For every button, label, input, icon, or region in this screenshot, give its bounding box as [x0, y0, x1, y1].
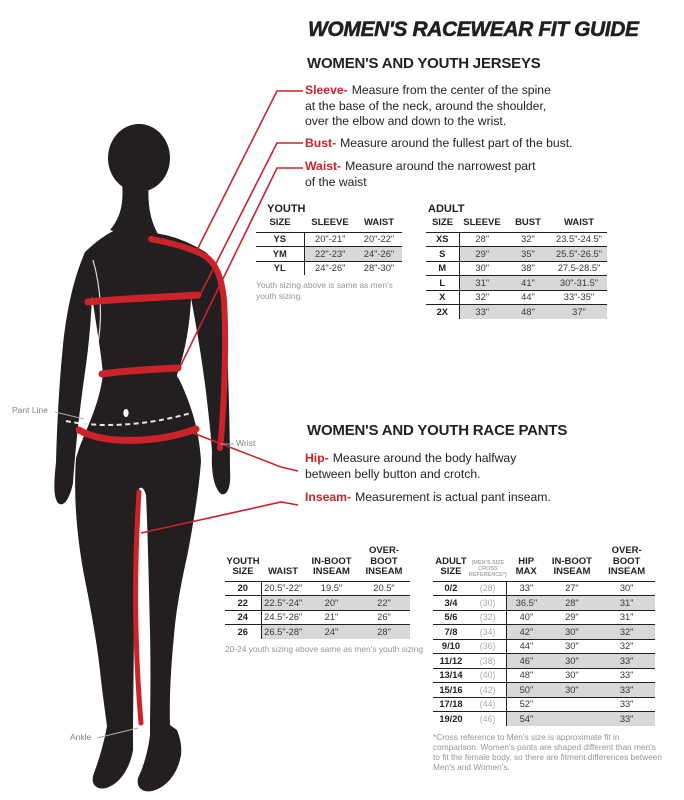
table-cell: (34)	[469, 625, 507, 640]
sleeve-text: Measure from the center of the spine at the base of the neck, around the shoulder, over the elbow and down to the wrist.	[305, 83, 551, 128]
column-header: IN-BOOT INSEAM	[551, 555, 592, 577]
table-cell: 30"	[546, 683, 599, 698]
table-cell: 20.5"-22"	[261, 581, 305, 596]
adult-jersey-section	[426, 203, 611, 319]
table-cell: 44"	[507, 639, 546, 654]
waist-label: Waist-	[305, 159, 342, 173]
table-cell: 22	[225, 596, 261, 611]
table-cell: 35"	[505, 247, 551, 262]
table-row	[426, 247, 607, 262]
pants-footnote: *Cross reference to Men's size is approximate fit in comparison. Women's pants are shaped different than men's to fit the female body, so there are fitment differences between Men's and Women's.	[433, 731, 662, 772]
table-row	[426, 290, 607, 305]
adult-jersey-table	[426, 218, 607, 319]
table-cell: 26"	[358, 610, 410, 625]
table-cell: 32"	[505, 232, 551, 247]
column-header: SLEEVE	[463, 217, 501, 228]
table-cell: 33"	[598, 683, 655, 698]
column-header: WAIST	[563, 217, 595, 228]
table-row	[433, 639, 655, 654]
table-cell: 33"-35"	[551, 290, 607, 305]
table-row	[426, 232, 607, 247]
page-title: WOMEN'S RACEWEAR FIT GUIDE	[308, 18, 639, 41]
inseam-label: Inseam-	[305, 490, 352, 504]
table-cell: 32"	[459, 290, 505, 305]
table-cell: 33"	[459, 305, 505, 319]
table-cell: S	[426, 247, 459, 262]
table-cell: 48"	[507, 668, 546, 683]
table-cell: 30"	[546, 668, 599, 683]
table-cell: 31"	[459, 276, 505, 291]
table-cell: 30"	[598, 581, 655, 596]
table-cell: (28)	[469, 581, 507, 596]
table-cell: 42"	[507, 625, 546, 640]
table-cell: 3/4	[433, 596, 469, 611]
column-header: (MEN'S SIZE CROSS REFERENCE*)	[468, 559, 507, 578]
table-cell: 40"	[507, 610, 546, 625]
youth-jersey-section	[256, 203, 406, 301]
table-cell	[546, 712, 599, 726]
table-row	[426, 305, 607, 319]
table-cell: 30"	[546, 654, 599, 669]
table-cell: 30"	[459, 261, 505, 276]
youth-pants	[225, 546, 415, 639]
column-header: OVER-BOOT INSEAM	[608, 545, 646, 577]
table-cell: 29"	[459, 247, 505, 262]
pants-heading: WOMEN'S AND YOUTH RACE PANTS	[307, 422, 568, 439]
table-cell: 20"-21"	[304, 232, 356, 247]
youth-pants-table	[225, 546, 410, 639]
table-cell: 24"	[305, 625, 358, 639]
table-cell: 36.5"	[507, 596, 546, 611]
table-cell: 15/16	[433, 683, 469, 698]
table-cell: 19.5"	[305, 581, 358, 596]
table-cell: YS	[256, 232, 304, 247]
table-cell: 52"	[507, 697, 546, 712]
table-row	[256, 247, 402, 262]
column-header: SLEEVE	[311, 217, 349, 228]
table-cell: 33"	[598, 697, 655, 712]
table-cell: 5/6	[433, 610, 469, 625]
table-row	[225, 581, 410, 596]
adult-jersey	[426, 218, 611, 319]
column-header: YOUTH SIZE	[226, 555, 260, 577]
table-cell: 44"	[505, 290, 551, 305]
table-row	[225, 596, 410, 611]
adult-jersey-table-label: ADULT	[428, 203, 465, 215]
inseam-instruction	[305, 490, 551, 506]
pant-line-label: Pant Line	[12, 405, 48, 415]
table-cell: YM	[256, 247, 304, 262]
table-cell: 28"-30"	[356, 261, 402, 275]
jerseys-heading: WOMEN'S AND YOUTH JERSEYS	[307, 55, 541, 72]
wrist-label: Wrist	[236, 438, 256, 448]
column-header: OVER-BOOT INSEAM	[365, 545, 403, 577]
table-cell: (46)	[469, 712, 507, 726]
table-cell: M	[426, 261, 459, 276]
table-row	[433, 625, 655, 640]
table-row	[433, 654, 655, 669]
youth-pants-section	[225, 545, 424, 654]
silhouette-body	[54, 228, 230, 791]
table-cell: 30"	[546, 625, 599, 640]
waist-text: Measure around the narrowest part of the waist	[305, 159, 536, 189]
table-cell: 17/18	[433, 697, 469, 712]
table-cell: 33"	[598, 712, 655, 726]
column-header: HIP MAX	[515, 555, 537, 577]
table-row	[225, 625, 410, 639]
column-header: ADULT SIZE	[435, 555, 467, 577]
table-cell: (44)	[469, 697, 507, 712]
table-cell: 19/20	[433, 712, 469, 726]
table-cell: 27.5-28.5"	[551, 261, 607, 276]
table-row	[433, 712, 655, 726]
table-row	[433, 581, 655, 596]
ankle-label: Ankle	[70, 732, 92, 742]
table-cell: X	[426, 290, 459, 305]
table-row	[225, 610, 410, 625]
youth-jersey-table	[256, 218, 402, 275]
table-cell: 33"	[598, 654, 655, 669]
table-cell: 24.5"-26"	[261, 610, 305, 625]
adult-pants-table	[433, 546, 655, 726]
table-cell: 33"	[598, 668, 655, 683]
table-cell: 38"	[505, 261, 551, 276]
table-cell: 37"	[551, 305, 607, 319]
table-cell: 2X	[426, 305, 459, 319]
table-row	[256, 232, 402, 247]
sleeve-label: Sleeve-	[305, 83, 348, 97]
table-cell: 0/2	[433, 581, 469, 596]
table-cell: 20	[225, 581, 261, 596]
table-cell: YL	[256, 261, 304, 275]
hip-text: Measure around the body halfway between belly button and crotch.	[305, 451, 517, 481]
column-header: IN-BOOT INSEAM	[311, 555, 352, 577]
table-cell: (38)	[469, 654, 507, 669]
table-cell: 30"	[546, 639, 599, 654]
column-header: SIZE	[269, 217, 291, 228]
table-cell: 31"	[598, 610, 655, 625]
table-row	[433, 610, 655, 625]
table-cell: 23.5"-24.5"	[551, 232, 607, 247]
table-cell: 22.5"-24"	[261, 596, 305, 611]
adult-pants	[433, 546, 655, 726]
table-row	[433, 596, 655, 611]
table-cell: 46"	[507, 654, 546, 669]
table-row	[433, 697, 655, 712]
table-row	[426, 276, 607, 291]
table-cell: 24	[225, 610, 261, 625]
column-header: WAIST	[363, 217, 395, 228]
table-cell: 13/14	[433, 668, 469, 683]
table-cell: XS	[426, 232, 459, 247]
adult-pants-section	[433, 545, 662, 772]
table-row	[426, 261, 607, 276]
column-header: BUST	[515, 217, 541, 228]
table-cell: 26.5"-28"	[261, 625, 305, 639]
table-cell: 9/10	[433, 639, 469, 654]
youth-jersey-table-label: YOUTH	[267, 203, 306, 215]
table-cell: 24"-26"	[304, 261, 356, 275]
table-cell: 41"	[505, 276, 551, 291]
table-cell: (40)	[469, 668, 507, 683]
bust-label: Bust-	[305, 136, 337, 150]
table-cell: 24"-26"	[356, 247, 402, 262]
waist-instruction	[305, 159, 545, 190]
table-cell: 22"-23"	[304, 247, 356, 262]
table-cell: 48"	[505, 305, 551, 319]
hip-instruction	[305, 451, 563, 482]
table-cell: 21"	[305, 610, 358, 625]
table-cell: (30)	[469, 596, 507, 611]
table-cell: 7/8	[433, 625, 469, 640]
table-cell: 22"	[358, 596, 410, 611]
table-cell: 20.5"	[358, 581, 410, 596]
table-row	[256, 261, 402, 275]
table-cell: (32)	[469, 610, 507, 625]
table-row	[433, 668, 655, 683]
table-cell: 54"	[507, 712, 546, 726]
bust-instruction	[305, 136, 573, 152]
column-header: WAIST	[267, 566, 299, 577]
sleeve-instruction	[305, 83, 557, 130]
table-cell: 27"	[546, 581, 599, 596]
hip-label: Hip-	[305, 451, 329, 465]
table-cell: 26	[225, 625, 261, 639]
youth-jersey-note: Youth sizing above is same as men's youth sizing.	[256, 280, 393, 301]
column-header: SIZE	[431, 217, 454, 228]
table-cell: (36)	[469, 639, 507, 654]
table-cell: 30"-31.5"	[551, 276, 607, 291]
table-cell: (42)	[469, 683, 507, 698]
inseam-text: Measurement is actual pant inseam.	[355, 490, 551, 504]
table-cell: L	[426, 276, 459, 291]
youth-pants-note: 20-24 youth sizing above same as men's youth sizing	[225, 643, 424, 654]
table-cell: 29"	[546, 610, 599, 625]
belly-button	[123, 409, 128, 417]
table-cell: 20"-22"	[356, 232, 402, 247]
table-cell: 28"	[459, 232, 505, 247]
table-cell: 28"	[546, 596, 599, 611]
table-cell	[546, 697, 599, 712]
table-cell: 31"	[598, 596, 655, 611]
bust-text: Measure around the fullest part of the bust.	[340, 136, 573, 150]
table-cell: 20"	[305, 596, 358, 611]
inseam-measure-line	[136, 492, 141, 723]
table-cell: 32"	[598, 625, 655, 640]
table-cell: 33"	[507, 581, 546, 596]
table-row	[433, 683, 655, 698]
table-cell: 28"	[358, 625, 410, 639]
table-cell: 11/12	[433, 654, 469, 669]
youth-jersey	[256, 218, 406, 275]
table-cell: 32"	[598, 639, 655, 654]
table-cell: 50"	[507, 683, 546, 698]
table-cell: 25.5"-26.5"	[551, 247, 607, 262]
